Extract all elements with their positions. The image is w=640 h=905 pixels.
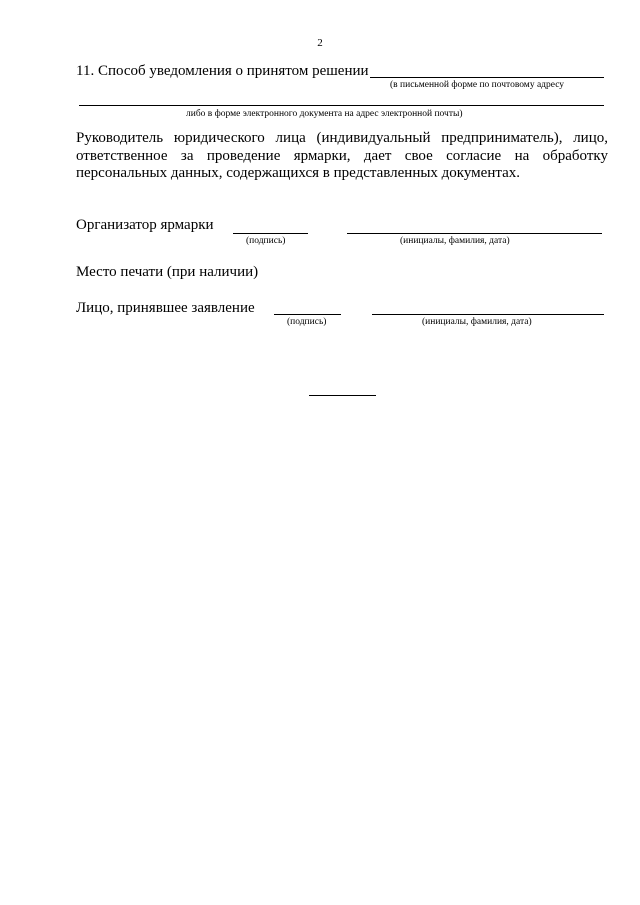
notification-method-label: 11. Способ уведомления о принятом решении bbox=[76, 63, 369, 79]
consent-paragraph: Руководитель юридического лица (индивидуальный предприниматель), лицо, ответственное за проведение ярмарки, дает свое согласие на обработку персональных данных, содержащихся в представленных документах. bbox=[76, 130, 608, 181]
organizer-label: Организатор ярмарки bbox=[76, 217, 214, 233]
page-number: 2 bbox=[317, 37, 323, 49]
organizer-signature-line bbox=[233, 233, 308, 234]
notification-method-line-2 bbox=[79, 105, 604, 106]
organizer-signature-caption: (подпись) bbox=[246, 236, 286, 246]
receiver-label: Лицо, принявшее заявление bbox=[76, 300, 255, 316]
receiver-signature-caption: (подпись) bbox=[287, 317, 327, 327]
notification-method-hint-2: либо в форме электронного документа на адрес электронной почты) bbox=[186, 109, 463, 119]
receiver-name-line bbox=[372, 314, 604, 315]
receiver-name-caption: (инициалы, фамилия, дата) bbox=[422, 317, 532, 327]
organizer-name-caption: (инициалы, фамилия, дата) bbox=[400, 236, 510, 246]
receiver-signature-line bbox=[274, 314, 341, 315]
organizer-name-line bbox=[347, 233, 602, 234]
notification-method-hint-1: (в письменной форме по почтовому адресу bbox=[390, 80, 565, 90]
stamp-label: Место печати (при наличии) bbox=[76, 264, 259, 280]
notification-method-line bbox=[370, 77, 604, 78]
end-divider bbox=[309, 395, 376, 396]
